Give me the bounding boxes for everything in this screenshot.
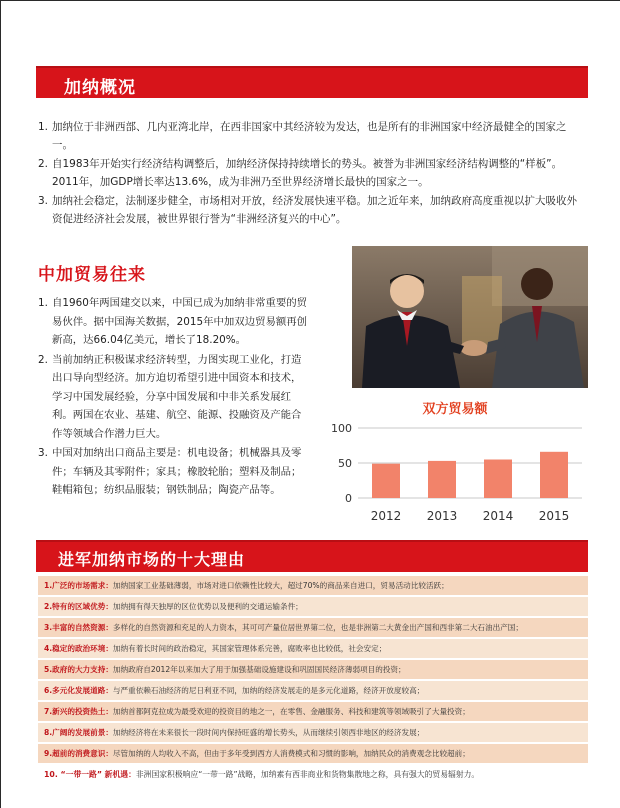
x-tick-label: 2013: [426, 509, 458, 523]
reason-row: 9.超前的消费意识：尽管加纳的人均收入不高，但由于多年受到西方人消费模式和习惯的影响，加纳民众的消费观念比较超前；: [38, 744, 588, 763]
list-item: 3. 加纳社会稳定，法制逐步健全，市场相对开放，经济发展快速平稳。加之近年来，加纳政府高度重视以扩大吸收外资促进经济社会发展，被世界银行誉为“非洲经济复兴的中心”。: [38, 195, 577, 225]
bar: [540, 452, 568, 498]
x-tick-label: 2014: [482, 509, 514, 523]
y-tick-label: 0: [345, 492, 352, 505]
list-item: 2. 当前加纳正积极谋求经济转型，力图实现工业化，打造出口导向型经济。加方迫切希望引进中国资本和技术，学习中国发展经验，分享中国发展和中非关系发展红利。两国在农业、基建、航空、能源、投融资及产能合作等领域合作潜力巨大。: [38, 353, 302, 440]
bar-chart-svg: [320, 418, 590, 530]
trade-volume-chart: [320, 418, 590, 530]
reason-row: 6.多元化发展道路：与严重依赖石油经济的尼日利亚不同，加纳的经济发展走的是多元化道路，经济开放度较高；: [38, 681, 588, 700]
y-tick-label: 50: [338, 457, 352, 470]
list-item: 3. 中国对加纳出口商品主要是：机电设备；机械器具及零件；车辆及其零附件；家具；橡胶轮胎；塑料及制品；鞋帽箱包；纺织品服装；钢铁制品；陶瓷产品等。: [38, 447, 302, 496]
handshake-photo: [352, 246, 588, 388]
section-header-ten-reasons: 进军加纳市场的十大理由: [36, 540, 588, 572]
overview-list: [38, 118, 586, 229]
bar: [428, 461, 456, 498]
reason-row: 7.新兴的投资热土：加纳首都阿克拉成为最受欢迎的投资目的地之一，在零售、金融服务、科技和建筑等领域吸引了大量投资；: [38, 702, 588, 721]
handshake-photo-illustration: [352, 246, 588, 388]
reason-row: 1.广泛的市场需求：加纳国家工业基础薄弱，市场对进口依赖性比较大，超过70%的商品来自进口，贸易活动比较活跃；: [38, 576, 588, 595]
section-title-trade: 中加贸易往来: [38, 265, 146, 285]
reason-row: 8.广阔的发展前景：加纳经济将在未来很长一段时间内保持旺盛的增长势头，从而继续引领西非地区的经济发展；: [38, 723, 588, 742]
bar: [484, 460, 512, 499]
reason-row: 3.丰富的自然资源：多样化的自然资源和充足的人力资本，其可可产量位居世界第二位，也是非洲第二大黄金出产国和西非第二大石油出产国；: [38, 618, 588, 637]
section-header-ghana-overview: 加纳概况: [36, 66, 588, 98]
x-tick-label: 2012: [370, 509, 402, 523]
list-item: 2. 自1983年开始实行经济结构调整后，加纳经济保持持续增长的势头。被誉为非洲国家经济结构调整的“样板”。 2011年，加GDP增长率达13.6%，成为非洲乃至世界经济增长最快的国家之一。: [38, 158, 563, 188]
trade-list: [38, 294, 310, 501]
reason-row: 5.政府的大力支持：加纳政府自2012年以来加大了用于加强基础设施建设和巩固国民经济薄弱项目的投资；: [38, 660, 588, 679]
list-item: 1. 自1960年两国建交以来，中国已成为加纳非常重要的贸易伙伴。据中国海关数据，2015年中加双边贸易额再创新高，达66.04亿美元，增长了18.20%。: [38, 297, 308, 346]
chart-title: 双方贸易额: [422, 402, 488, 417]
y-tick-label: 100: [331, 422, 352, 435]
bar: [372, 464, 400, 498]
reasons-list: [38, 576, 588, 786]
x-tick-label: 2015: [538, 509, 570, 523]
reason-row: 2.特有的区域优势：加纳拥有得天独厚的区位优势以及便利的交通运输条件；: [38, 597, 588, 616]
reason-row: 4.稳定的政治环境：加纳有着长时间的政治稳定，其国家管理体系完善，腐败率也比较低，社会安定；: [38, 639, 588, 658]
reason-row: 10. “一带一路” 新机遇：非洲国家积极响应“一带一路”战略，加纳素有西非商业和货物集散地之称，具有强大的贸易辐射力。: [38, 765, 588, 784]
list-item: 1. 加纳位于非洲西部、几内亚湾北岸，在西非国家中其经济较为发达，也是所有的非洲国家中经济最健全的国家之一。: [38, 121, 567, 151]
